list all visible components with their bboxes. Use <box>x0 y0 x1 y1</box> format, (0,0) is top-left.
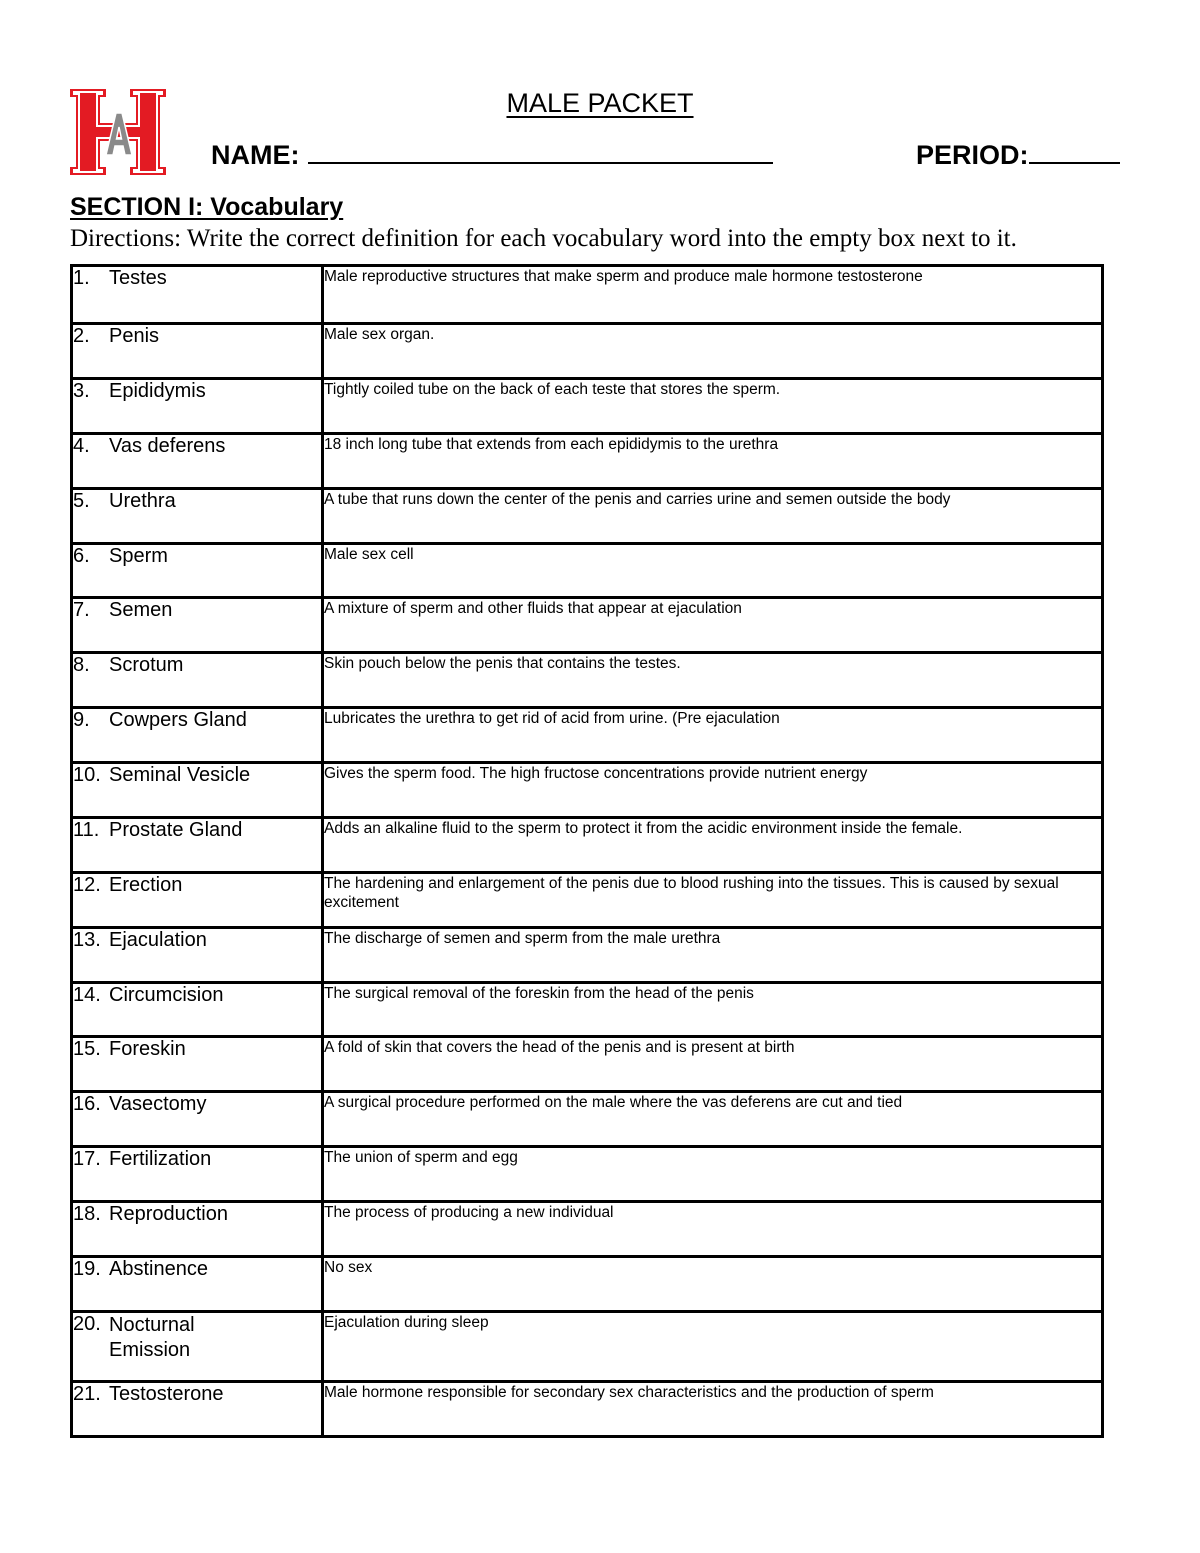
term-cell <box>72 544 323 598</box>
term-word: Foreskin <box>109 1038 186 1060</box>
table-row <box>72 544 1103 598</box>
term-wrapper <box>73 654 321 677</box>
definition-cell[interactable]: Ejaculation during sleep <box>323 1312 1103 1382</box>
definition-cell[interactable]: The process of producing a new individual <box>323 1202 1103 1257</box>
name-field[interactable] <box>211 138 773 171</box>
term-word: Reproduction <box>109 1203 228 1225</box>
term-cell <box>72 653 323 708</box>
table-row <box>72 1092 1103 1147</box>
definition-cell[interactable]: 18 inch long tube that extends from each epididymis to the urethra <box>323 434 1103 489</box>
directions-text: Directions: Write the correct definition for each vocabulary word into the empty box next to it. <box>70 225 1017 252</box>
term-cell <box>72 928 323 983</box>
term-word: Testosterone <box>109 1383 224 1405</box>
term-word: Fertilization <box>109 1148 212 1170</box>
term-cell <box>72 1147 323 1202</box>
term-number: 19. <box>73 1258 101 1280</box>
term-wrapper <box>73 1148 321 1171</box>
table-row <box>72 598 1103 653</box>
table-row <box>72 1037 1103 1092</box>
definition-cell[interactable]: Skin pouch below the penis that contains the testes. <box>323 653 1103 708</box>
term-wrapper <box>73 984 321 1007</box>
table-row <box>72 266 1103 324</box>
term-word: Vas deferens <box>109 435 226 457</box>
term-word: Nocturnal Emission <box>109 1314 195 1361</box>
term-cell <box>72 1382 323 1437</box>
term-number: 14. <box>73 984 101 1006</box>
table-row <box>72 1147 1103 1202</box>
term-number: 10. <box>73 764 101 786</box>
term-wrapper <box>73 325 321 348</box>
term-word: Abstinence <box>109 1258 208 1280</box>
definition-cell[interactable]: The union of sperm and egg <box>323 1147 1103 1202</box>
term-wrapper <box>73 819 321 842</box>
table-row <box>72 1382 1103 1437</box>
definition-cell[interactable]: Lubricates the urethra to get rid of acid from urine. (Pre ejaculation <box>323 708 1103 763</box>
term-wrapper <box>73 764 321 787</box>
term-wrapper <box>73 1038 321 1061</box>
term-wrapper <box>73 380 321 403</box>
table-row <box>72 708 1103 763</box>
term-wrapper <box>73 490 321 513</box>
term-cell <box>72 763 323 818</box>
term-word: Penis <box>109 325 160 347</box>
term-number: 4. <box>73 435 90 457</box>
table-row <box>72 653 1103 708</box>
period-field[interactable] <box>916 138 1120 171</box>
term-number: 21. <box>73 1383 101 1405</box>
term-number: 12. <box>73 874 101 896</box>
definition-cell[interactable]: The discharge of semen and sperm from the male urethra <box>323 928 1103 983</box>
definition-cell[interactable]: A tube that runs down the center of the penis and carries urine and semen outside the body <box>323 489 1103 544</box>
term-word: Semen <box>109 599 173 621</box>
table-row <box>72 763 1103 818</box>
table-row <box>72 324 1103 379</box>
term-cell <box>72 1092 323 1147</box>
term-cell <box>72 708 323 763</box>
term-number: 1. <box>73 267 90 289</box>
term-wrapper <box>73 1383 321 1406</box>
term-wrapper <box>73 1313 321 1363</box>
definition-cell[interactable]: Gives the sperm food. The high fructose concentrations provide nutrient energy <box>323 763 1103 818</box>
term-word: Scrotum <box>109 654 184 676</box>
term-cell <box>72 434 323 489</box>
name-blank-line[interactable] <box>308 138 773 164</box>
term-word: Erection <box>109 874 183 896</box>
term-cell <box>72 266 323 324</box>
definition-cell[interactable]: The hardening and enlargement of the penis due to blood rushing into the tissues. This is caused by sexual excitement <box>323 873 1103 928</box>
term-word: Testes <box>109 267 167 289</box>
term-cell <box>72 324 323 379</box>
term-wrapper <box>73 435 321 458</box>
term-number: 13. <box>73 929 101 951</box>
term-cell <box>72 598 323 653</box>
definition-cell[interactable]: A mixture of sperm and other fluids that appear at ejaculation <box>323 598 1103 653</box>
definition-cell[interactable]: Male reproductive structures that make sperm and produce male hormone testosterone <box>323 266 1103 324</box>
table-row <box>72 1312 1103 1382</box>
term-wrapper <box>73 709 321 732</box>
term-word: Urethra <box>109 490 176 512</box>
term-word: Prostate Gland <box>109 819 243 841</box>
definition-cell[interactable]: Male hormone responsible for secondary sex characteristics and the production of sperm <box>323 1382 1103 1437</box>
definition-cell[interactable]: Male sex cell <box>323 544 1103 598</box>
term-number: 8. <box>73 654 90 676</box>
table-row <box>72 818 1103 873</box>
term-cell <box>72 1257 323 1312</box>
table-row <box>72 873 1103 928</box>
term-cell <box>72 489 323 544</box>
definition-cell[interactable]: The surgical removal of the foreskin from the head of the penis <box>323 983 1103 1037</box>
table-row <box>72 983 1103 1037</box>
term-cell <box>72 1037 323 1092</box>
term-wrapper <box>73 599 321 622</box>
term-wrapper <box>73 267 321 290</box>
term-cell <box>72 379 323 434</box>
term-number: 9. <box>73 709 90 731</box>
term-wrapper <box>73 1203 321 1226</box>
definition-cell[interactable]: A fold of skin that covers the head of the penis and is present at birth <box>323 1037 1103 1092</box>
table-row <box>72 1257 1103 1312</box>
definition-cell[interactable]: Tightly coiled tube on the back of each teste that stores the sperm. <box>323 379 1103 434</box>
term-wrapper <box>73 874 321 897</box>
section-heading: SECTION I: Vocabulary <box>70 193 344 221</box>
term-cell <box>72 1312 323 1382</box>
page-title: MALE PACKET <box>506 88 694 118</box>
term-number: 20. <box>73 1313 101 1335</box>
term-number: 6. <box>73 545 90 567</box>
table-row <box>72 489 1103 544</box>
term-cell <box>72 1202 323 1257</box>
term-word: Sperm <box>109 545 168 567</box>
table-row <box>72 434 1103 489</box>
table-row <box>72 1202 1103 1257</box>
definition-cell[interactable]: Adds an alkaline fluid to the sperm to protect it from the acidic environment inside the female. <box>323 818 1103 873</box>
term-number: 3. <box>73 380 90 402</box>
name-label: NAME: <box>211 140 300 170</box>
term-word: Cowpers Gland <box>109 709 247 731</box>
term-word: Seminal Vesicle <box>109 764 251 786</box>
definition-cell[interactable]: A surgical procedure performed on the male where the vas deferens are cut and tied <box>323 1092 1103 1147</box>
term-cell <box>72 873 323 928</box>
term-cell <box>72 818 323 873</box>
term-word: Vasectomy <box>109 1093 207 1115</box>
term-number: 7. <box>73 599 90 621</box>
term-word: Ejaculation <box>109 929 207 951</box>
term-number: 18. <box>73 1203 101 1225</box>
term-number: 17. <box>73 1148 101 1170</box>
term-word: Circumcision <box>109 984 224 1006</box>
term-word: Epididymis <box>109 380 206 402</box>
term-number: 16. <box>73 1093 101 1115</box>
term-wrapper <box>73 929 321 952</box>
vocabulary-table <box>70 264 1104 1438</box>
term-number: 15. <box>73 1038 101 1060</box>
term-wrapper <box>73 1258 321 1281</box>
definition-cell[interactable]: Male sex organ. <box>323 324 1103 379</box>
term-wrapper <box>73 1093 321 1116</box>
period-blank-line[interactable] <box>1029 138 1120 164</box>
table-row <box>72 379 1103 434</box>
definition-cell[interactable]: No sex <box>323 1257 1103 1312</box>
table-row <box>72 928 1103 983</box>
term-wrapper <box>73 545 321 568</box>
term-number: 11. <box>73 819 100 841</box>
term-number: 2. <box>73 325 90 347</box>
term-cell <box>72 983 323 1037</box>
period-label: PERIOD: <box>916 140 1029 170</box>
term-number: 5. <box>73 490 90 512</box>
